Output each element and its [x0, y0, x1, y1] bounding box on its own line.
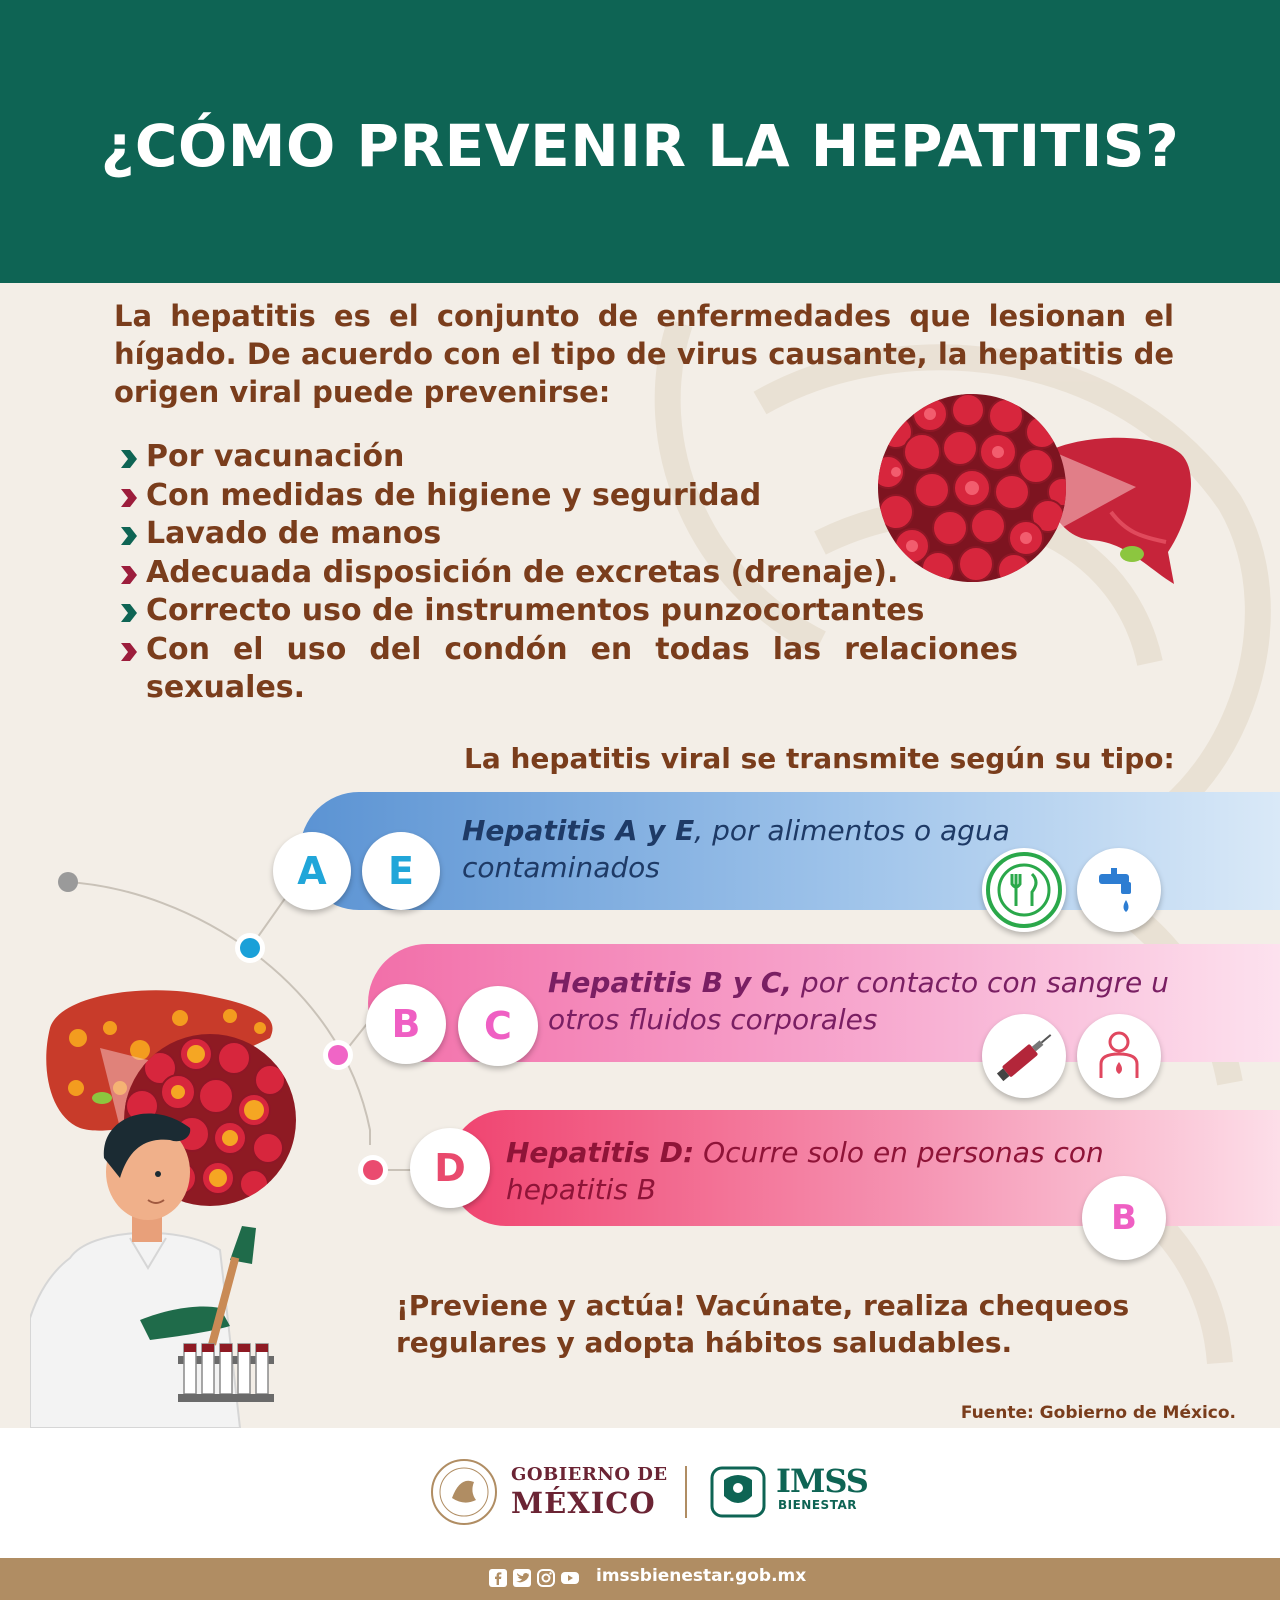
intro-paragraph: La hepatitis es el conjunto de enfermedades que lesionan el hígado. De acuerdo con el tipo de virus causante, la hepatitis de origen viral puede prevenirse: [114, 299, 1174, 409]
gobierno-logo-line1: GOBIERNO DE [511, 1464, 668, 1485]
imss-logo-line1: IMSS [776, 1462, 868, 1500]
letter-a-badge: A [273, 832, 351, 910]
chevron-right-icon [118, 641, 138, 663]
list-item: Lavado de manos [118, 515, 1018, 554]
chevron-right-icon [118, 487, 138, 509]
list-item: Correcto uso de instrumentos punzocortantes [118, 592, 1018, 631]
transmission-heading: La hepatitis viral se transmite según su tipo: [464, 742, 1175, 775]
scientist-illustration [30, 988, 320, 1428]
letter-b-badge: B [366, 984, 446, 1064]
call-to-action: ¡Previene y actúa! Vacúnate, realiza chequeos regulares y adopta hábitos saludables. [396, 1289, 1130, 1359]
letter-d-badge: D [410, 1128, 490, 1208]
syringe-icon [982, 1014, 1066, 1098]
faucet-icon [1077, 848, 1161, 932]
instagram-icon[interactable] [536, 1568, 556, 1588]
letter-e-badge: E [362, 832, 440, 910]
website-link[interactable]: imssbienestar.gob.mx [596, 1566, 807, 1586]
hepatitis-d-text: Hepatitis D: Ocurre solo en personas con hepatitis B [506, 1136, 1104, 1206]
chevron-right-icon [118, 448, 138, 470]
list-item: Adecuada disposición de excretas (drenaje). [118, 554, 1018, 593]
list-item: Por vacunación [118, 438, 1018, 477]
imss-emblem-logo [710, 1466, 766, 1518]
list-item: Con el uso del condón en todas las relaciones sexuales. [118, 631, 1018, 708]
letter-b-small-badge: B [1082, 1176, 1166, 1260]
liver-tissue-illustration [876, 392, 1206, 592]
youtube-icon[interactable] [560, 1568, 580, 1588]
facebook-icon[interactable] [488, 1568, 508, 1588]
gobierno-logo-line2: MÉXICO [511, 1486, 656, 1520]
chevron-right-icon [118, 602, 138, 624]
letter-c-badge: C [458, 986, 538, 1066]
plate-utensils-icon [982, 848, 1066, 932]
chevron-right-icon [118, 525, 138, 547]
coat-of-arms-logo [430, 1458, 498, 1526]
hepatitis-ae-text: Hepatitis A y E, por alimentos o agua contaminados [462, 814, 1010, 884]
source-credit: Fuente: Gobierno de México. [960, 1403, 1236, 1423]
person-blood-icon [1077, 1014, 1161, 1098]
imss-logo-line2: BIENESTAR [778, 1498, 857, 1512]
page-title: ¿CÓMO PREVENIR LA HEPATITIS? [100, 112, 1180, 180]
logo-divider [685, 1466, 687, 1518]
hepatitis-bc-text: Hepatitis B y C, por contacto con sangre u otros fluidos corporales [548, 966, 1169, 1036]
twitter-icon[interactable] [512, 1568, 532, 1588]
chevron-right-icon [118, 564, 138, 586]
list-item: Con medidas de higiene y seguridad [118, 477, 1018, 516]
